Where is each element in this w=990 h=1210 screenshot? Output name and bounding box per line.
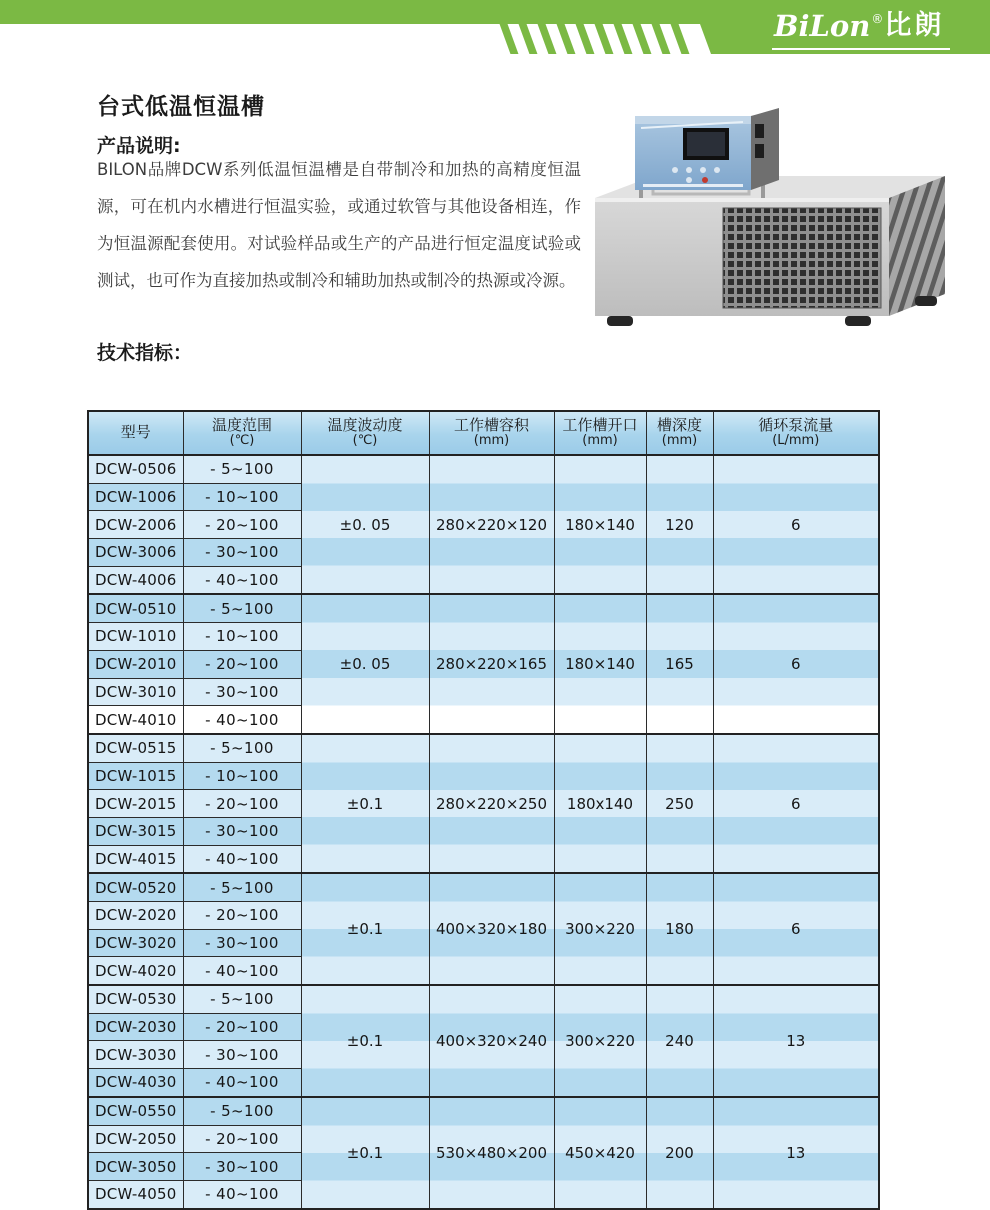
table-row-DCW-0515 (88, 734, 879, 762)
stripe-decoration (519, 24, 538, 54)
flow-cell-group4: 6 (713, 873, 879, 985)
column-header-4: 工作槽开口 (mm) (554, 411, 646, 455)
table-row-DCW-0506 (88, 455, 879, 483)
temp-range-cell: - 30~100 (183, 678, 301, 706)
temp-range-cell: - 10~100 (183, 483, 301, 511)
table-row-DCW-0530 (88, 985, 879, 1013)
temp-range-cell: - 40~100 (183, 845, 301, 873)
depth-cell-group5: 240 (646, 985, 713, 1097)
model-cell: DCW-0550 (88, 1097, 183, 1125)
opening-cell-group4: 300×220 (554, 873, 646, 985)
volume-cell-group6: 530×480×200 (429, 1097, 554, 1209)
temp-range-cell: - 20~100 (183, 511, 301, 539)
model-cell: DCW-4006 (88, 566, 183, 594)
flow-cell-group5: 13 (713, 985, 879, 1097)
model-cell: DCW-2006 (88, 511, 183, 539)
temp-range-cell: - 5~100 (183, 873, 301, 901)
registered-trademark-icon: ® (871, 12, 884, 26)
model-cell: DCW-1006 (88, 483, 183, 511)
temp-range-cell: - 40~100 (183, 566, 301, 594)
model-cell: DCW-4010 (88, 706, 183, 734)
spec-heading: 技术指标： (97, 342, 193, 364)
model-cell: DCW-3010 (88, 678, 183, 706)
temp-range-cell: - 20~100 (183, 790, 301, 818)
stripe-decoration (633, 24, 652, 54)
diagonal-stripes-decoration (505, 24, 701, 54)
model-cell: DCW-0530 (88, 985, 183, 1013)
opening-cell-group3: 180x140 (554, 734, 646, 873)
stripe-decoration (557, 24, 576, 54)
bilon-logo-script: BiLon (774, 9, 871, 43)
bilon-logo (772, 5, 950, 50)
model-cell: DCW-3006 (88, 539, 183, 567)
spec-header-row (88, 411, 879, 455)
temp-range-cell: - 30~100 (183, 929, 301, 957)
model-cell: DCW-0515 (88, 734, 183, 762)
table-row-DCW-0510 (88, 594, 879, 622)
model-cell: DCW-3015 (88, 817, 183, 845)
model-cell: DCW-4020 (88, 957, 183, 985)
flow-cell-group1: 6 (713, 455, 879, 594)
temp-range-cell: - 40~100 (183, 957, 301, 985)
temp-range-cell: - 30~100 (183, 1153, 301, 1181)
temp-range-cell: - 30~100 (183, 1041, 301, 1069)
spec-table-wrap (87, 410, 880, 1210)
page-title: 台式低温恒温槽 (97, 94, 265, 120)
volume-cell-group2: 280×220×165 (429, 594, 554, 733)
model-cell: DCW-4015 (88, 845, 183, 873)
model-cell: DCW-2015 (88, 790, 183, 818)
model-cell: DCW-0510 (88, 594, 183, 622)
bath-device-illustration (583, 98, 975, 338)
volume-cell-group1: 280×220×120 (429, 455, 554, 594)
temp-range-cell: - 20~100 (183, 650, 301, 678)
column-header-6: 循环泵流量 (L/mm) (713, 411, 879, 455)
temp-range-cell: - 30~100 (183, 539, 301, 567)
model-cell: DCW-0520 (88, 873, 183, 901)
model-cell: DCW-2020 (88, 902, 183, 930)
opening-cell-group1: 180×140 (554, 455, 646, 594)
stripe-decoration (576, 24, 595, 54)
model-cell: DCW-2030 (88, 1013, 183, 1041)
temp-range-cell: - 40~100 (183, 1180, 301, 1208)
depth-cell-group3: 250 (646, 734, 713, 873)
temp-range-cell: - 5~100 (183, 985, 301, 1013)
depth-cell-group6: 200 (646, 1097, 713, 1209)
fluctuation-cell-group3: ±0.1 (301, 734, 429, 873)
stripe-decoration (500, 24, 519, 54)
model-cell: DCW-0506 (88, 455, 183, 483)
stripe-decoration (595, 24, 614, 54)
volume-cell-group5: 400×320×240 (429, 985, 554, 1097)
flow-cell-group2: 6 (713, 594, 879, 733)
depth-cell-group4: 180 (646, 873, 713, 985)
temp-range-cell: - 20~100 (183, 1125, 301, 1153)
flow-cell-group3: 6 (713, 734, 879, 873)
product-description-heading: 产品说明: (97, 135, 181, 157)
model-cell: DCW-1015 (88, 762, 183, 790)
temp-range-cell: - 5~100 (183, 455, 301, 483)
fluctuation-cell-group2: ±0. 05 (301, 594, 429, 733)
temp-range-cell: - 40~100 (183, 1069, 301, 1097)
fluctuation-cell-group5: ±0.1 (301, 985, 429, 1097)
temp-range-cell: - 40~100 (183, 706, 301, 734)
column-header-5: 槽深度 (mm) (646, 411, 713, 455)
stripe-decoration (614, 24, 633, 54)
model-cell: DCW-3050 (88, 1153, 183, 1181)
model-cell: DCW-2050 (88, 1125, 183, 1153)
column-header-0: 型号 (88, 411, 183, 455)
temp-range-cell: - 10~100 (183, 762, 301, 790)
column-header-3: 工作槽容积 (mm) (429, 411, 554, 455)
bilon-logo-chinese: 比朗 (884, 10, 945, 41)
table-row-DCW-0550 (88, 1097, 879, 1125)
model-cell: DCW-1010 (88, 623, 183, 651)
model-cell: DCW-4030 (88, 1069, 183, 1097)
product-description: BILON品牌DCW系列低温恒温槽是自带制冷和加热的高精度恒温源，可在机内水槽进行恒温实验，或通过软管与其他设备相连，作为恒温源配套使用。对试验样品或生产的产品进行恒定温度试验或测试，也可作为直接加热或制冷和辅助加热或制冷的热源或冷源。 (97, 160, 581, 290)
volume-cell-group3: 280×220×250 (429, 734, 554, 873)
opening-cell-group2: 180×140 (554, 594, 646, 733)
model-cell: DCW-3020 (88, 929, 183, 957)
model-cell: DCW-3030 (88, 1041, 183, 1069)
spec-table (87, 410, 880, 1210)
stripe-decoration (538, 24, 557, 54)
stripe-decoration (652, 24, 671, 54)
depth-cell-group1: 120 (646, 455, 713, 594)
temp-range-cell: - 20~100 (183, 1013, 301, 1041)
depth-cell-group2: 165 (646, 594, 713, 733)
product-photo (583, 98, 975, 338)
stripe-decoration (671, 24, 690, 54)
column-header-1: 温度范围 (℃) (183, 411, 301, 455)
fluctuation-cell-group1: ±0. 05 (301, 455, 429, 594)
column-header-2: 温度波动度 (℃) (301, 411, 429, 455)
fluctuation-cell-group6: ±0.1 (301, 1097, 429, 1209)
temp-range-cell: - 30~100 (183, 817, 301, 845)
opening-cell-group5: 300×220 (554, 985, 646, 1097)
volume-cell-group4: 400×320×180 (429, 873, 554, 985)
temp-range-cell: - 20~100 (183, 902, 301, 930)
temp-range-cell: - 5~100 (183, 734, 301, 762)
temp-range-cell: - 5~100 (183, 1097, 301, 1125)
opening-cell-group6: 450×420 (554, 1097, 646, 1209)
model-cell: DCW-2010 (88, 650, 183, 678)
model-cell: DCW-4050 (88, 1180, 183, 1208)
temp-range-cell: - 10~100 (183, 623, 301, 651)
flow-cell-group6: 13 (713, 1097, 879, 1209)
temp-range-cell: - 5~100 (183, 594, 301, 622)
fluctuation-cell-group4: ±0.1 (301, 873, 429, 985)
table-row-DCW-0520 (88, 873, 879, 901)
